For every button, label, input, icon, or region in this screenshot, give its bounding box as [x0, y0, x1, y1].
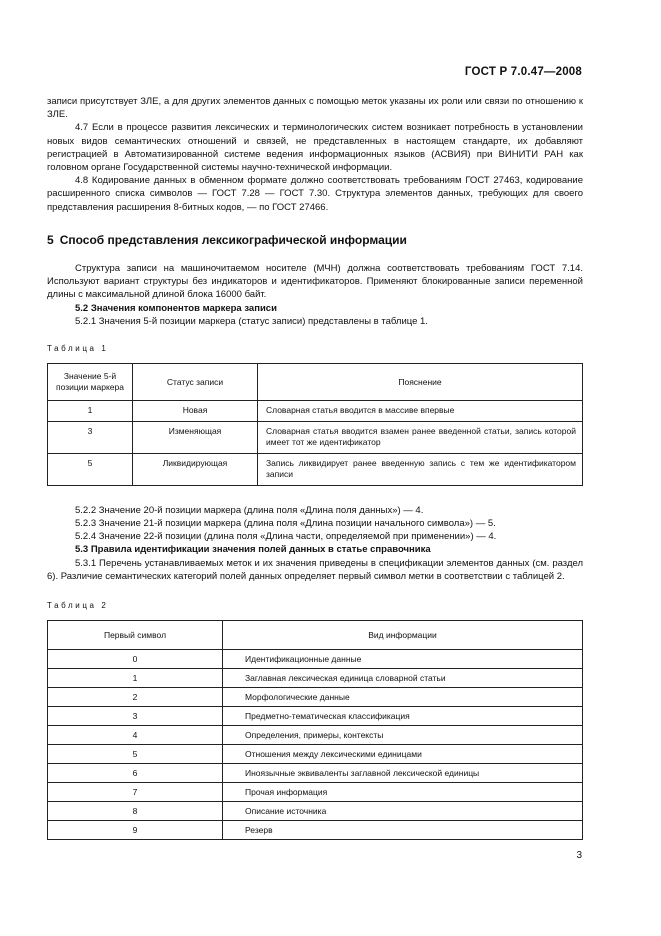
table-cell: Ликвидирующая	[133, 453, 258, 485]
table1	[47, 363, 583, 486]
table2-header-cell: Вид информации	[223, 621, 583, 650]
table-row	[48, 421, 583, 453]
table-cell: Идентификационные данные	[223, 650, 583, 669]
table-row	[48, 688, 583, 707]
section-number: 5	[47, 232, 54, 247]
section-intro: Структура записи на машиночитаемом носителе (МЧН) должна соответствовать требованиям ГОСТ 7.14. Используют вариант структуры без индикаторов и идентификаторов. Применяют блокированные записи переменной длины с максимальной длиной блока 16000 байт.	[47, 263, 583, 301]
page-number: 3	[576, 850, 582, 861]
paragraph-5-2-2: 5.2.2 Значение 20-й позиции маркера (длина поля «Длина поля данных») — 4.	[75, 504, 424, 516]
table-cell: Заглавная лексическая единица словарной статьи	[223, 669, 583, 688]
paragraph-4-7: 4.7 Если в процессе развития лексических и терминологических систем возникает потребность в установлении новых видов семантических отношений и связей, не представленных в настоящем стандарте, их добавляют регистрацией в Автоматизированной системе ведения информационных языков (АСВИЯ) при ВИНИТИ РАН как головном органе Государственной системы научно-технической информации.	[47, 122, 583, 174]
table-cell: Словарная статья вводится в массиве впервые	[258, 401, 583, 422]
table-row	[48, 821, 583, 840]
table-cell: Прочая информация	[223, 783, 583, 802]
table-cell: 6	[48, 764, 223, 783]
table-cell: Изменяющая	[133, 421, 258, 453]
paragraph-5-3-1: 5.3.1 Перечень устанавливаемых меток и их значения приведены в спецификации элементов данных (см. раздел 6). Различие семантических категорий полей данных определяет первый символ метки в соответствии с таблицей 2.	[47, 557, 583, 582]
table-cell: Отношения между лексическими единицами	[223, 745, 583, 764]
table-cell: Иноязычные эквиваленты заглавной лексической единицы	[223, 764, 583, 783]
table-cell: 1	[48, 401, 133, 422]
section-title: Способ представления лексикографической информации	[59, 232, 407, 247]
table-cell: 5	[48, 453, 133, 485]
table-cell: 1	[48, 669, 223, 688]
paragraph-5-2-1: 5.2.1 Значения 5-й позиции маркера (статус записи) представлены в таблице 1.	[75, 315, 428, 327]
page-content	[47, 95, 583, 840]
table-row	[48, 401, 583, 422]
table-cell: 5	[48, 745, 223, 764]
table-cell: 8	[48, 802, 223, 821]
table-cell: 2	[48, 688, 223, 707]
table-cell: Описание источника	[223, 802, 583, 821]
table-cell: Определения, примеры, контексты	[223, 726, 583, 745]
table-row	[48, 764, 583, 783]
table-row	[48, 669, 583, 688]
table-cell: Резерв	[223, 821, 583, 840]
table2-caption: Таблица 2	[47, 600, 109, 610]
table2-header-row	[48, 621, 583, 650]
table2-header-cell: Первый символ	[48, 621, 223, 650]
table2	[47, 620, 583, 840]
table-cell: Новая	[133, 401, 258, 422]
document-header: ГОСТ Р 7.0.47—2008	[464, 66, 582, 78]
table-cell: 0	[48, 650, 223, 669]
table1-caption: Таблица 1	[47, 344, 109, 354]
table1-header-cell: Значение 5-й позиции маркера	[48, 364, 133, 401]
table-row	[48, 783, 583, 802]
table-cell: Запись ликвидирует ранее введенную запись с тем же идентификатором записи	[258, 453, 583, 485]
paragraph-5-2-3: 5.2.3 Значение 21-й позиции маркера (длина поля «Длина позиции начального символа») — 5.	[75, 517, 496, 529]
paragraph-4-8: 4.8 Кодирование данных в обменном формате должно соответствовать требованиям ГОСТ 27463, кодирование расширенного списка символов — ГОСТ 7.28 — ГОСТ 7.30. Структура элементов данных, требующих для своего представления расширения 8-битных кодов, — по ГОСТ 27466.	[47, 175, 583, 213]
table1-header-cell: Статус записи	[133, 364, 258, 401]
table-row	[48, 726, 583, 745]
table-cell: 3	[48, 707, 223, 726]
table1-header-row	[48, 364, 583, 401]
table-row	[48, 650, 583, 669]
subsection-5-2-title: 5.2 Значения компонентов маркера записи	[75, 302, 277, 314]
table-row	[48, 802, 583, 821]
table-cell: Предметно-тематическая классификация	[223, 707, 583, 726]
table-row	[48, 707, 583, 726]
subsection-5-3-title: 5.3 Правила идентификации значения полей данных в статье справочника	[75, 544, 431, 556]
paragraph-5-2-4: 5.2.4 Значение 22-й позиции (длина поля «Длина части, определяемой при применении») — 4.	[75, 531, 497, 543]
table-cell: 9	[48, 821, 223, 840]
table-cell: 4	[48, 726, 223, 745]
table-cell: Морфологические данные	[223, 688, 583, 707]
table-cell: 7	[48, 783, 223, 802]
section-heading	[47, 234, 583, 247]
table-row	[48, 453, 583, 485]
table-row	[48, 745, 583, 764]
table-cell: Словарная статья вводится взамен ранее введенной статьи, запись которой имеет тот же идентификатор	[258, 421, 583, 453]
paragraph: записи присутствует ЗЛЕ, а для других элементов данных с помощью меток указаны их роли или связи по отношению к ЗЛЕ.	[47, 96, 583, 121]
table1-header-cell: Пояснение	[258, 364, 583, 401]
table-cell: 3	[48, 421, 133, 453]
